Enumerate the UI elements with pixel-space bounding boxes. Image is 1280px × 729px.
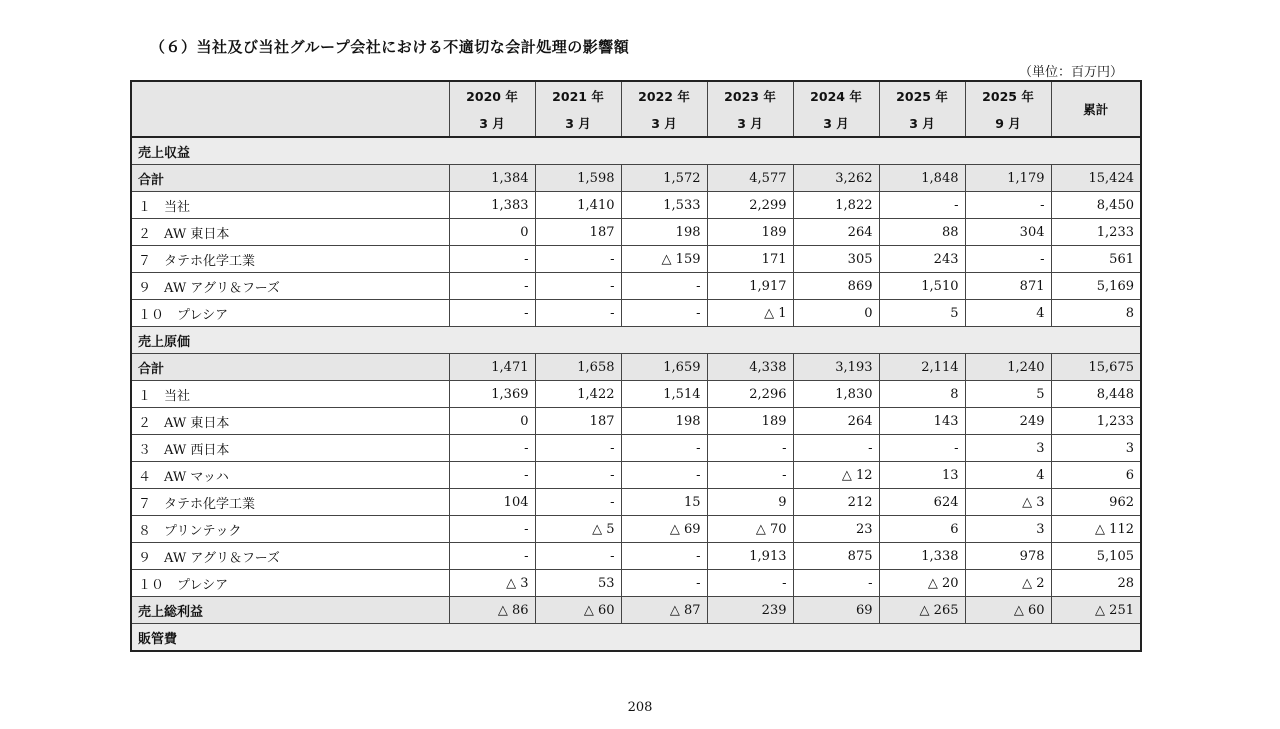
col-header-year: 2024 年	[793, 81, 879, 109]
cell-value: △ 69	[621, 516, 707, 543]
cell-value: 3	[965, 435, 1051, 462]
cell-value: △ 87	[621, 597, 707, 624]
cell-value: 1,383	[449, 192, 535, 219]
cell-value: -	[621, 543, 707, 570]
cell-value: -	[707, 570, 793, 597]
cell-value: 2,299	[707, 192, 793, 219]
cell-value: 3	[965, 516, 1051, 543]
impact-table	[130, 80, 1142, 652]
cell-value: -	[707, 435, 793, 462]
row-label: 合計	[131, 354, 449, 381]
cell-value: △ 3	[965, 489, 1051, 516]
cell-value: 304	[965, 219, 1051, 246]
cell-value: 6	[879, 516, 965, 543]
cell-value: 875	[793, 543, 879, 570]
cell-value: 0	[449, 408, 535, 435]
cell-value: 189	[707, 219, 793, 246]
col-header-month: 3 月	[793, 109, 879, 137]
cell-value: 869	[793, 273, 879, 300]
cell-value: 1,369	[449, 381, 535, 408]
table-row	[131, 597, 1141, 624]
page-heading: （６）当社及び当社グループ会社における不適切な会計処理の影響額	[150, 38, 630, 56]
cell-value: 1,410	[535, 192, 621, 219]
cell-value: 1,572	[621, 165, 707, 192]
cell-value: 624	[879, 489, 965, 516]
header-row-years	[131, 81, 1141, 109]
cell-value: -	[707, 462, 793, 489]
col-header-year: 2025 年	[879, 81, 965, 109]
cell-value: -	[449, 273, 535, 300]
section-title: 売上収益	[131, 137, 1141, 165]
cell-value: 187	[535, 408, 621, 435]
cell-value: 171	[707, 246, 793, 273]
cell-value: 187	[535, 219, 621, 246]
cell-value: △ 60	[535, 597, 621, 624]
cell-cumulative: 3	[1051, 435, 1141, 462]
cell-value: -	[449, 246, 535, 273]
cell-value: 1,913	[707, 543, 793, 570]
cell-cumulative: 6	[1051, 462, 1141, 489]
row-label: ２ AW 東日本	[131, 219, 449, 246]
row-label: 合計	[131, 165, 449, 192]
cell-value: -	[449, 300, 535, 327]
cell-value: 23	[793, 516, 879, 543]
cell-value: 871	[965, 273, 1051, 300]
row-label: ９ AW アグリ＆フーズ	[131, 273, 449, 300]
cell-value: 9	[707, 489, 793, 516]
cell-value: -	[535, 300, 621, 327]
col-header-month: 3 月	[707, 109, 793, 137]
cell-value: 189	[707, 408, 793, 435]
table-row	[131, 219, 1141, 246]
cell-cumulative: 15,675	[1051, 354, 1141, 381]
cell-value: -	[535, 543, 621, 570]
cell-value: -	[449, 543, 535, 570]
cell-value: 0	[793, 300, 879, 327]
table-row	[131, 354, 1141, 381]
cell-cumulative: 5,169	[1051, 273, 1141, 300]
table-row	[131, 462, 1141, 489]
cell-value: 198	[621, 408, 707, 435]
row-label: 売上総利益	[131, 597, 449, 624]
cell-value: -	[879, 435, 965, 462]
cell-value: △ 5	[535, 516, 621, 543]
table-row	[131, 300, 1141, 327]
cell-value: -	[793, 570, 879, 597]
cell-cumulative: △ 251	[1051, 597, 1141, 624]
cell-value: 249	[965, 408, 1051, 435]
table-row	[131, 246, 1141, 273]
cell-value: 1,917	[707, 273, 793, 300]
cell-cumulative: 962	[1051, 489, 1141, 516]
col-header-month: 3 月	[449, 109, 535, 137]
cell-cumulative: 8,448	[1051, 381, 1141, 408]
cell-value: 1,830	[793, 381, 879, 408]
cell-value: 2,114	[879, 354, 965, 381]
col-header-month: 3 月	[621, 109, 707, 137]
cell-cumulative: 1,233	[1051, 408, 1141, 435]
cell-cumulative: 561	[1051, 246, 1141, 273]
table-row	[131, 570, 1141, 597]
cell-value: -	[621, 462, 707, 489]
col-header-year: 2023 年	[707, 81, 793, 109]
cell-value: 1,822	[793, 192, 879, 219]
cell-value: 305	[793, 246, 879, 273]
cell-value: 264	[793, 408, 879, 435]
cell-value: △ 20	[879, 570, 965, 597]
cell-value: 4	[965, 462, 1051, 489]
table-row	[131, 192, 1141, 219]
cell-value: 212	[793, 489, 879, 516]
row-label: ９ AW アグリ＆フーズ	[131, 543, 449, 570]
section-title: 販管費	[131, 624, 1141, 652]
cell-value: 978	[965, 543, 1051, 570]
cell-value: 13	[879, 462, 965, 489]
cell-value: 5	[879, 300, 965, 327]
cell-value: 2,296	[707, 381, 793, 408]
cell-value: △ 3	[449, 570, 535, 597]
col-header-month: 9 月	[965, 109, 1051, 137]
table-row	[131, 435, 1141, 462]
page-number: 208	[627, 700, 653, 715]
cell-value: 88	[879, 219, 965, 246]
cell-cumulative: 8,450	[1051, 192, 1141, 219]
row-label: １０ プレシア	[131, 570, 449, 597]
cell-value: 104	[449, 489, 535, 516]
cell-value: -	[535, 462, 621, 489]
table-row	[131, 516, 1141, 543]
cell-value: 264	[793, 219, 879, 246]
table-row	[131, 543, 1141, 570]
col-header-total: 累計	[1051, 81, 1141, 137]
cell-value: -	[621, 300, 707, 327]
col-header-year: 2022 年	[621, 81, 707, 109]
cell-value: 69	[793, 597, 879, 624]
cell-value: △ 60	[965, 597, 1051, 624]
cell-value: 53	[535, 570, 621, 597]
section-row-cost	[131, 327, 1141, 354]
cell-value: 4,338	[707, 354, 793, 381]
table-row	[131, 273, 1141, 300]
cell-value: △ 159	[621, 246, 707, 273]
col-header-year: 2021 年	[535, 81, 621, 109]
col-header-month: 3 月	[879, 109, 965, 137]
section-row-sga	[131, 624, 1141, 652]
cell-value: △ 265	[879, 597, 965, 624]
cell-value: 1,384	[449, 165, 535, 192]
cell-cumulative: 15,424	[1051, 165, 1141, 192]
cell-value: -	[793, 435, 879, 462]
cell-value: -	[621, 273, 707, 300]
col-header-year: 2020 年	[449, 81, 535, 109]
cell-value: 143	[879, 408, 965, 435]
col-header-year: 2025 年	[965, 81, 1051, 109]
cell-value: -	[965, 192, 1051, 219]
cell-value: 1,514	[621, 381, 707, 408]
cell-cumulative: 8	[1051, 300, 1141, 327]
cell-value: 3,262	[793, 165, 879, 192]
cell-value: 1,533	[621, 192, 707, 219]
row-label: １ 当社	[131, 192, 449, 219]
cell-value: 1,598	[535, 165, 621, 192]
cell-value: -	[535, 435, 621, 462]
cell-cumulative: 1,233	[1051, 219, 1141, 246]
cell-value: △ 70	[707, 516, 793, 543]
cell-value: 1,338	[879, 543, 965, 570]
cell-value: -	[449, 435, 535, 462]
cell-value: 1,179	[965, 165, 1051, 192]
cell-value: 8	[879, 381, 965, 408]
table-row	[131, 165, 1141, 192]
table-row	[131, 381, 1141, 408]
table-row	[131, 408, 1141, 435]
cell-value: △ 2	[965, 570, 1051, 597]
cell-cumulative: △ 112	[1051, 516, 1141, 543]
cell-value: 1,659	[621, 354, 707, 381]
cell-value: 1,422	[535, 381, 621, 408]
cell-value: 3,193	[793, 354, 879, 381]
cell-value: -	[535, 273, 621, 300]
cell-value: 239	[707, 597, 793, 624]
cell-value: -	[879, 192, 965, 219]
cell-value: △ 1	[707, 300, 793, 327]
cell-value: 1,510	[879, 273, 965, 300]
row-label: ７ タテホ化学工業	[131, 246, 449, 273]
row-label: １ 当社	[131, 381, 449, 408]
cell-value: △ 86	[449, 597, 535, 624]
cell-value: -	[621, 570, 707, 597]
cell-value: 4	[965, 300, 1051, 327]
row-label: ３ AW 西日本	[131, 435, 449, 462]
cell-value: -	[621, 435, 707, 462]
cell-value: 1,240	[965, 354, 1051, 381]
row-label: ２ AW 東日本	[131, 408, 449, 435]
row-label: ７ タテホ化学工業	[131, 489, 449, 516]
cell-value: -	[449, 516, 535, 543]
cell-value: 198	[621, 219, 707, 246]
section-row-revenue	[131, 137, 1141, 165]
row-label: ４ AW マッハ	[131, 462, 449, 489]
cell-value: 1,471	[449, 354, 535, 381]
cell-value: 0	[449, 219, 535, 246]
table-row	[131, 489, 1141, 516]
cell-value: 5	[965, 381, 1051, 408]
col-header-month: 3 月	[535, 109, 621, 137]
cell-cumulative: 28	[1051, 570, 1141, 597]
cell-value: 243	[879, 246, 965, 273]
unit-note: （単位：百万円）	[1018, 65, 1123, 80]
cell-value: 1,848	[879, 165, 965, 192]
section-title: 売上原価	[131, 327, 1141, 354]
cell-value: 15	[621, 489, 707, 516]
cell-value: △ 12	[793, 462, 879, 489]
cell-value: -	[535, 246, 621, 273]
cell-value: -	[965, 246, 1051, 273]
header-blank-cell	[131, 81, 449, 137]
cell-value: 1,658	[535, 354, 621, 381]
row-label: ８ プリンテック	[131, 516, 449, 543]
cell-value: 4,577	[707, 165, 793, 192]
cell-cumulative: 5,105	[1051, 543, 1141, 570]
row-label: １０ プレシア	[131, 300, 449, 327]
cell-value: -	[535, 489, 621, 516]
cell-value: -	[449, 462, 535, 489]
